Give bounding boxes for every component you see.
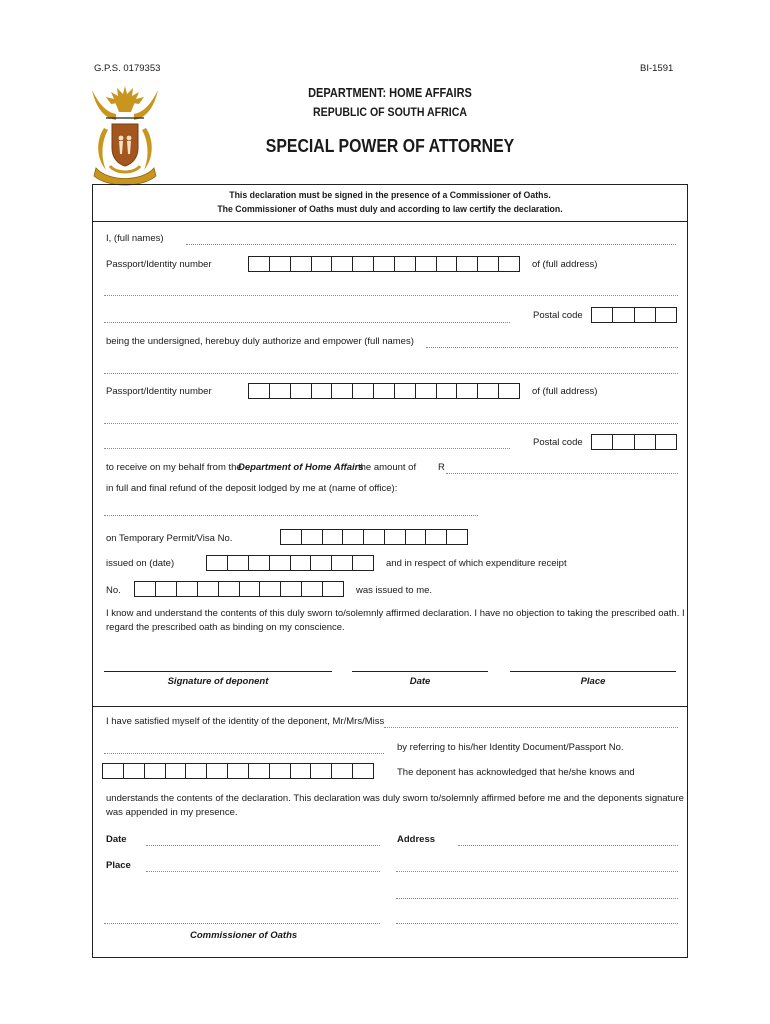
deponent-name-field-2[interactable] bbox=[104, 753, 384, 754]
department-heading: DEPARTMENT: HOME AFFAIRS bbox=[308, 86, 472, 100]
receive-department: Department of Home Affairs bbox=[238, 462, 364, 473]
address-line-4[interactable] bbox=[104, 448, 510, 449]
passport-label: Passport/Identity number bbox=[106, 259, 212, 270]
declaration-line-2: regard the prescribed oath as binding on my conscience. bbox=[106, 622, 345, 633]
instructions-divider bbox=[92, 221, 688, 222]
receive-suffix: the amount of bbox=[358, 462, 417, 473]
passport-label-2: Passport/Identity number bbox=[106, 386, 212, 397]
commissioner-divider bbox=[92, 706, 688, 707]
passport-number-boxes-2[interactable] bbox=[248, 383, 520, 399]
signature-of-deponent-label: Signature of deponent bbox=[167, 676, 269, 687]
commissioner-place-label: Place bbox=[106, 860, 131, 871]
declaration-line-1: I know and understand the contents of this duly sworn to/solemnly affirmed declaration. I have no objection to taking the prescribed oath. I bbox=[106, 608, 685, 619]
empower-label: being the undersigned, herebuy duly authorize and empower (full names) bbox=[106, 336, 414, 347]
postal-code-boxes-2[interactable] bbox=[591, 434, 677, 450]
office-name-field[interactable] bbox=[104, 515, 478, 516]
address-line-1[interactable] bbox=[104, 295, 678, 296]
full-names-field[interactable] bbox=[186, 244, 676, 245]
page-title: SPECIAL POWER OF ATTORNEY bbox=[265, 136, 515, 156]
deponent-place-label: Place bbox=[580, 676, 606, 687]
empower-name-line-1[interactable] bbox=[426, 347, 678, 348]
address-label: of (full address) bbox=[532, 259, 598, 270]
was-issued-label: was issued to me. bbox=[356, 585, 433, 596]
commissioner-date-field[interactable] bbox=[146, 845, 380, 846]
coat-of-arms-icon bbox=[86, 78, 164, 190]
deponent-signature-line[interactable] bbox=[104, 671, 332, 672]
deponent-date-label: Date bbox=[409, 676, 431, 687]
refund-label: in full and final refund of the deposit lodged by me at (name of office): bbox=[106, 483, 398, 494]
republic-heading: REPUBLIC OF SOUTH AFRICA bbox=[313, 105, 467, 119]
commissioner-signature-line[interactable] bbox=[104, 923, 380, 924]
issued-on-label: issued on (date) bbox=[106, 558, 175, 569]
permit-number-boxes[interactable] bbox=[280, 529, 468, 545]
satisfied-label: I have satisfied myself of the identity of the deponent, Mr/Mrs/Miss bbox=[106, 716, 385, 727]
address-line-2[interactable] bbox=[104, 322, 510, 323]
referring-label: by referring to his/her Identity Document/Passport No. bbox=[397, 742, 624, 753]
identity-document-boxes[interactable] bbox=[102, 763, 374, 779]
commissioner-address-line-3[interactable] bbox=[396, 898, 678, 899]
empower-name-line-2[interactable] bbox=[104, 373, 678, 374]
commissioner-of-oaths-label: Commissioner of Oaths bbox=[190, 930, 298, 941]
full-names-label: I, (full names) bbox=[106, 233, 164, 244]
receive-prefix: to receive on my behalf from the bbox=[106, 462, 242, 473]
understands-line-1: understands the contents of the declaration. This declaration was duly sworn to/solemnly affirmed before me and the deponents signature bbox=[106, 793, 684, 804]
commissioner-address-line-2[interactable] bbox=[396, 871, 678, 872]
currency-symbol: R bbox=[438, 462, 445, 473]
acknowledged-label: The deponent has acknowledged that he/she knows and bbox=[397, 767, 635, 778]
deponent-date-line[interactable] bbox=[352, 671, 488, 672]
passport-number-boxes[interactable] bbox=[248, 256, 520, 272]
amount-field[interactable] bbox=[446, 473, 678, 474]
instruction-line-1: This declaration must be signed in the presence of a Commissioner of Oaths. bbox=[229, 190, 551, 201]
commissioner-address-label: Address bbox=[397, 834, 436, 845]
expenditure-label: and in respect of which expenditure receipt bbox=[386, 558, 567, 569]
commissioner-address-line-1[interactable] bbox=[458, 845, 678, 846]
gps-number: G.P.S. 0179353 bbox=[94, 63, 161, 74]
understands-line-2: was appended in my presence. bbox=[106, 807, 238, 818]
commissioner-address-line-4[interactable] bbox=[396, 923, 678, 924]
address-line-3[interactable] bbox=[104, 423, 678, 424]
permit-label: on Temporary Permit/Visa No. bbox=[106, 533, 233, 544]
postal-code-label: Postal code bbox=[533, 310, 583, 321]
form-frame bbox=[92, 184, 688, 958]
instruction-line-2: The Commissioner of Oaths must duly and according to law certify the declaration. bbox=[217, 204, 563, 215]
commissioner-place-field[interactable] bbox=[146, 871, 380, 872]
address-label-2: of (full address) bbox=[532, 386, 598, 397]
postal-code-label-2: Postal code bbox=[533, 437, 583, 448]
receipt-no-label: No. bbox=[106, 585, 121, 596]
postal-code-boxes[interactable] bbox=[591, 307, 677, 323]
commissioner-date-label: Date bbox=[106, 834, 127, 845]
deponent-name-field[interactable] bbox=[384, 727, 678, 728]
form-number: BI-1591 bbox=[640, 63, 674, 74]
receipt-number-boxes[interactable] bbox=[134, 581, 344, 597]
issued-date-boxes[interactable] bbox=[206, 555, 374, 571]
deponent-place-line[interactable] bbox=[510, 671, 676, 672]
